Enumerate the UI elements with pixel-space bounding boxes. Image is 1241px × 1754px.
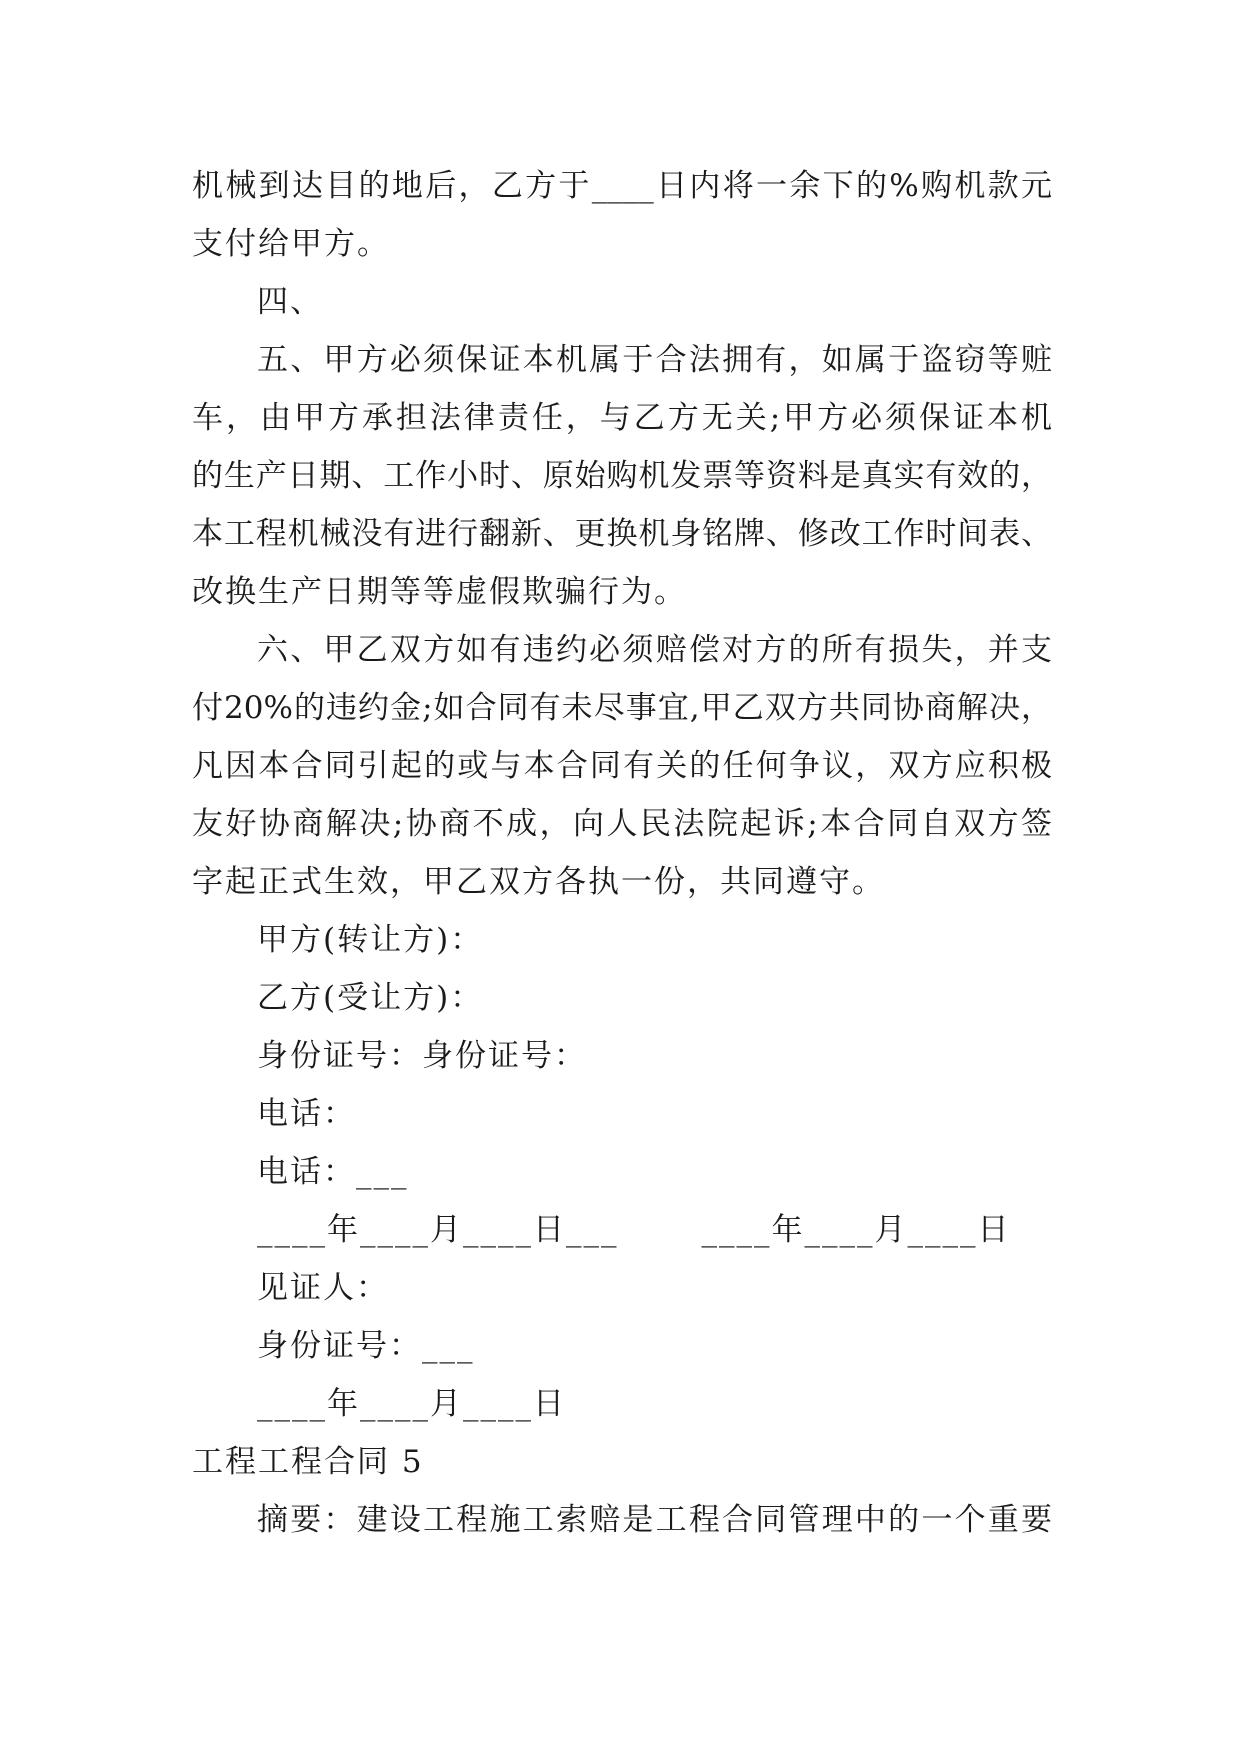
party-a-label: 甲方(转让方)： [257, 922, 484, 958]
paragraph-line: 摘要：建设工程施工索赔是工程合同管理中的一个重要 [257, 1502, 1052, 1538]
paragraph-line: 付20%的违约金;如合同有未尽事宜,甲乙双方共同协商解决， [192, 690, 1052, 726]
witness-label: 见证人： [257, 1270, 389, 1306]
paragraph-line: 字起正式生效，甲乙双方各执一份，共同遵守。 [192, 864, 885, 900]
id-number-label: 身份证号：___ [257, 1328, 475, 1364]
paragraph-line: 友好协商解决;协商不成，向人民法院起诉;本合同自双方签 [192, 806, 1052, 842]
phone-label: 电话：___ [257, 1154, 409, 1190]
paragraph-line: 机械到达目的地后，乙方于____日内将一余下的%购机款元 [192, 168, 1052, 204]
paragraph-line: 五、甲方必须保证本机属于合法拥有，如属于盗窃等赃 [257, 342, 1052, 378]
paragraph-line: 六、甲乙双方如有违约必须赔偿对方的所有损失，并支 [257, 632, 1052, 668]
section-title: 工程工程合同 5 [192, 1444, 424, 1480]
phone-label: 电话： [257, 1096, 356, 1132]
section-heading: 四、 [257, 284, 323, 320]
paragraph-line: 凡因本合同引起的或与本合同有关的任何争议，双方应积极 [192, 748, 1052, 784]
paragraph-line: 本工程机械没有进行翻新、更换机身铭牌、修改工作时间表、 [192, 516, 1052, 552]
paragraph-line: 改换生产日期等等虚假欺骗行为。 [192, 574, 687, 610]
paragraph-line: 的生产日期、工作小时、原始购机发票等资料是真实有效的， [192, 458, 1052, 494]
paragraph-line: 车，由甲方承担法律责任，与乙方无关;甲方必须保证本机 [192, 400, 1052, 436]
party-b-label: 乙方(受让方)： [257, 980, 484, 1016]
date-line: ____年____月____日___ ____年____月____日 [257, 1212, 1011, 1248]
date-line: ____年____月____日 [257, 1386, 566, 1422]
id-number-label: 身份证号：身份证号： [257, 1038, 587, 1074]
paragraph-line: 支付给甲方。 [192, 226, 390, 262]
